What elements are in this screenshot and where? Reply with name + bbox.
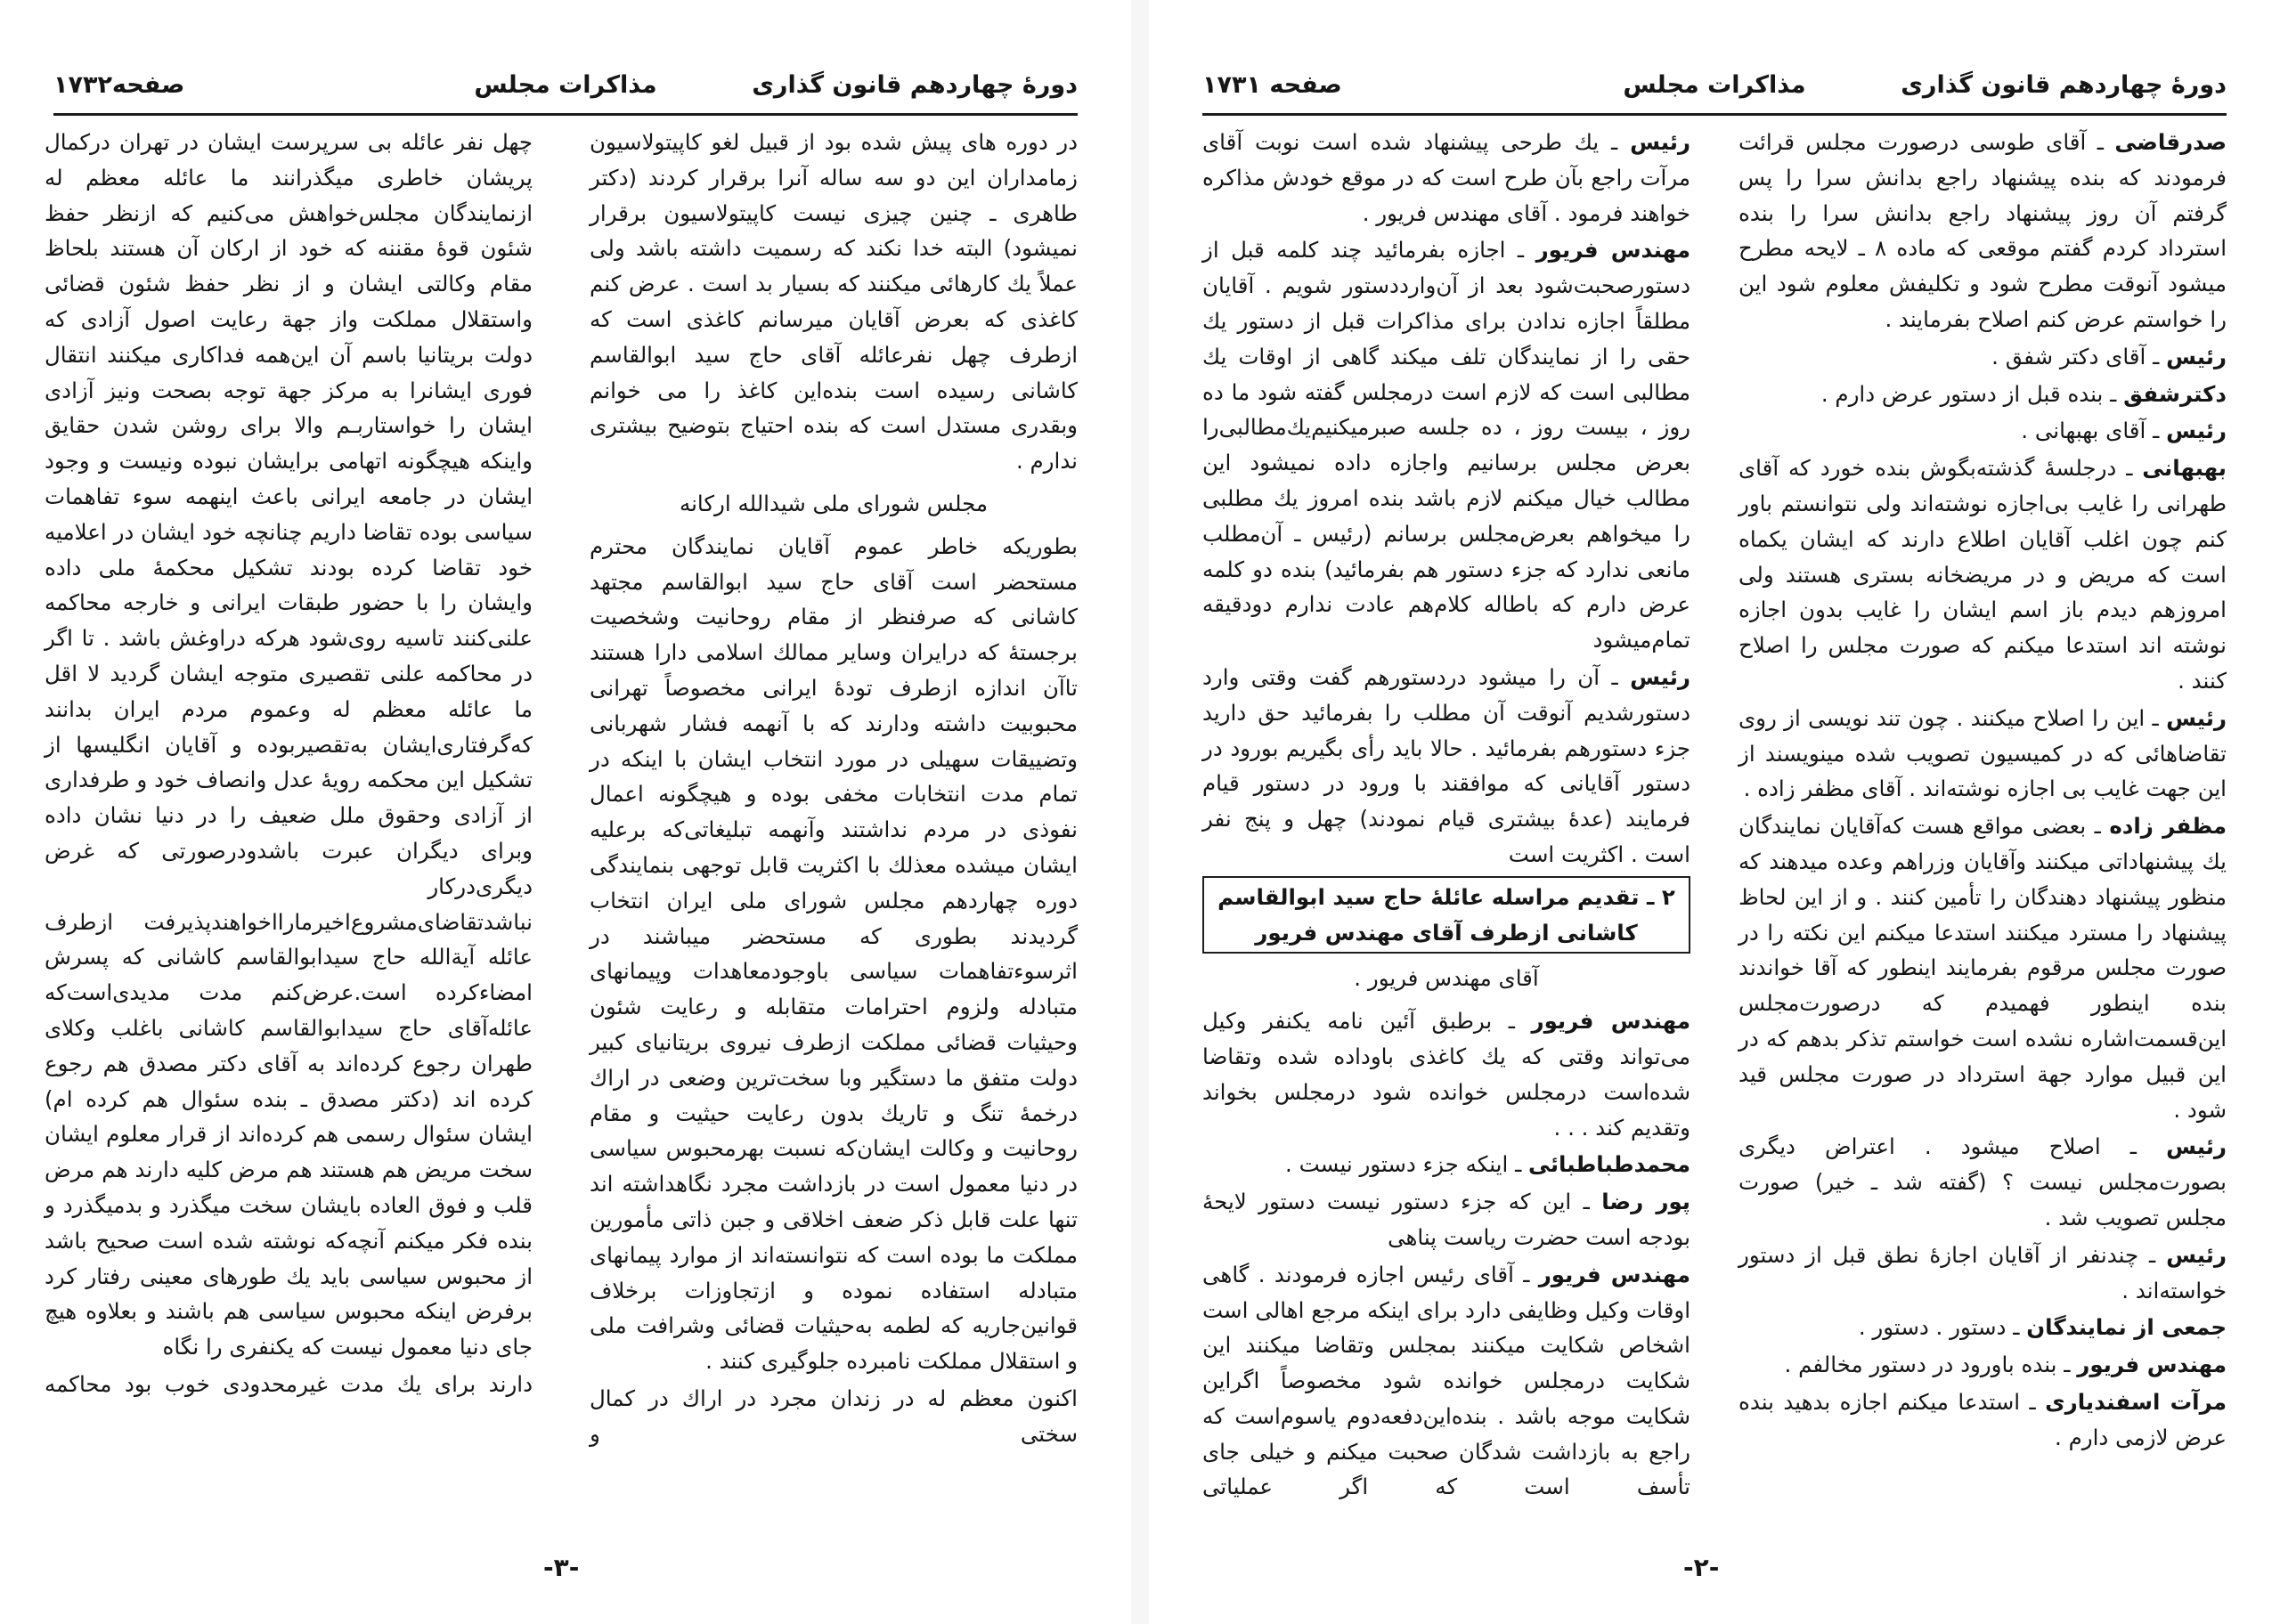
page-1732: [0, 0, 1131, 1624]
speaker-name: رئیس: [2166, 418, 2227, 444]
paragraph: [1202, 660, 1690, 873]
paragraph-text: ـ بنده باورود در دستور مخالفم .: [1784, 1352, 2078, 1378]
centered-line: [1202, 961, 1690, 996]
centered-line: [590, 486, 1078, 522]
paragraph-text: ـ بعضی مواقع هست که‌آقایان نمایندگان یك پیشنهاداتی میکنند وآقایان وزراهم وعده میدهند که منظور پیشنهاد دهندگان را تأمین کنند . و از این لحاظ پیشنهاد را مسترد میکنند استدعا میکنم این نکته را در صورت مجلس مرقوم بفرمایند اینطور که آقا خواندند بنده اینطور فهمیدم که درصورت‌مجلس این‌قسمت‌اشاره نشده است خواستم تذکر بدهم که در این قبیل موارد جهة استرداد در صورت مجلس قید شود .: [1738, 813, 2227, 1123]
header-rule: [53, 113, 1078, 116]
paragraph: [1202, 1257, 1690, 1506]
paragraph: [1202, 1184, 1690, 1255]
text-column-right: [590, 125, 1078, 1453]
header-page-number: صفحه۱۷۳۲: [53, 71, 185, 99]
speaker-name: پور رضا: [1601, 1189, 1691, 1215]
header-title: مذاکرات مجلس: [1623, 71, 1806, 99]
speaker-name: رئیس: [1630, 663, 1690, 690]
paragraph-text: ـ اصلاح میشود . اعتراض دیگری بصورت‌مجلس نیست ؟ (گفته شد ـ خیر) صورت مجلس تصویب شد .: [1738, 1133, 2227, 1230]
page-footer-number: -۳-: [543, 1553, 580, 1582]
paragraph: [1738, 339, 2227, 375]
speaker-name: رئیس: [2166, 1133, 2227, 1160]
section-heading: [1202, 876, 1690, 954]
paragraph: [1738, 808, 2227, 1127]
paragraph: [1202, 1003, 1690, 1145]
speaker-name: مهندس فریور: [1538, 1261, 1691, 1287]
paragraph-text: ـ این که جزء دستور نیست دستور لایحهٔ بودجه است حضرت ریاست پناهی: [1202, 1189, 1690, 1250]
header-session: دورهٔ چهاردهم قانون گذاری: [1901, 71, 2227, 99]
paragraph-text: ـ بنده قبل از دستور عرض دارم .: [1820, 380, 2124, 407]
paragraph: [1738, 701, 2227, 807]
paragraph: [590, 1381, 1078, 1452]
page-1731: [1149, 0, 2280, 1624]
paragraph: [1738, 1238, 2227, 1309]
paragraph-text: مجلس شورای ملی شیدالله ارکانه: [679, 490, 989, 516]
speaker-name: محمدطباطبائی: [1528, 1151, 1690, 1178]
speaker-name: رئیس: [2166, 343, 2227, 369]
speaker-name: رئیس: [2166, 704, 2227, 731]
paragraph: [1738, 1347, 2227, 1383]
paragraph: [590, 529, 1078, 1379]
paragraph-text: چهل نفر عائله بی سرپرست ایشان در تهران درکمال پریشان خاطری میگذرانند ما عائله معظم له ازنمایندگان مجلس‌خواهش می‌کنیم که ازنظر حفظ شئون قوهٔ مقننه که خود از ارکان آن هستند بلحاظ مقام وکالتی ایشان و از نظر حفظ شئون قضائی واستقلال مملکت واز جهة رعایت اصول آزادی که دولت بریتانیا باسم آن این‌همه فداکاری میکنند انتقال فوری ایشانرا به مرکز جهة توجه بصحت ونیز آزادی ایشان را خواستاربـم والا برای روشن شدن حقایق واینکه هیچگونه اتهامی برایشان نبوده ونیست و وجود ایشان در جامعه ایرانی باعث اینهمه سوء تفاهمات سیاسی بوده تقاضا داریم چنانچه خود ایشان در اعلامیه خود تقاضا کرده بودند تشکیل محکمهٔ ملی داده وایشان را با حضور طبقات ایرانی و خارجه محاکمه علنی‌کنند تاسیه روی‌شود هرکه دراوغش باشد . تا اگر در محاکمه علنی تقصیری متوجه ایشان گردید لا اقل ما عائله معظم له وعموم مردم ایران بدانند که‌گرفتاری‌ایشان به‌تقصیربوده و آقایان انگلیسها از تشکیل این محکمه رویهٔ عدل وانصاف خود و طرفداری از آزادی وحقوق ملل ضعیف را در دنیا نشان داده وبرای دیگران عبرت باشدودرصورتی که غرض دیگری‌درکار نباشدتقاضای‌مشروع‌اخیرمارااخواهندپذیرفت ازطرف عائله آیةالله حاج سیدابوالقاسم کاشانی که پسرش امضاءکرده است.عرض‌کنم مدت مدیدی‌است‌که عائله‌آقای حاج سیدابوالقاسم کاشانی باغلب وکلای طهران رجوع کرده‌اند به آقای دکتر مصدق هم رجوع کرده اند (دکتر مصدق ـ بنده سئوال هم کرده ام) ایشان سئوال رسمی هم کرده‌اند از قرار معلوم ایشان سخت مریض هم هستند هم مرض کلیه دارند هم مرض قلب و فوق العاده بایشان سخت میگذرد و بدمیگذرد و بنده فکر میکنم آنچه‌که نوشته شده است صحیح باشد از محبوس سیاسی باید یك طورهای معینی رفتار کرد برفرض اینکه محبوس سیاسی هم باشند و بعلاوه هیچ جای دنیا معمول نیست که یکنفری را نگاه: [45, 129, 533, 1360]
header-session: دورهٔ چهاردهم قانون گذاری: [752, 71, 1078, 99]
paragraph-text: ـ دستور . دستور .: [1858, 1314, 2027, 1341]
book-gutter: [1131, 0, 1149, 1624]
paragraph-text: دارند برای یك مدت غیرمحدودی خوب بود محاکمه: [45, 1370, 533, 1397]
paragraph-text: ۲ ـ تقدیم مراسله عائلهٔ حاج سید ابوالقاسم کاشانی ازطرف آقای مهندس فریور: [1217, 883, 1675, 946]
speaker-name: مهندس فریور: [1531, 1008, 1691, 1035]
header-title: مذاکرات مجلس: [474, 71, 657, 99]
speaker-name: دکترشفق: [2123, 380, 2227, 407]
paragraph-text: ـ آقای بهبهانی .: [2021, 418, 2167, 444]
paragraph: [1202, 125, 1690, 231]
paragraph-text: ـ چندنفر از آقایان اجازهٔ نطق قبل از دستور خواسته‌اند .: [1738, 1241, 2227, 1303]
page-header: [1202, 66, 2227, 116]
paragraph: [1738, 377, 2227, 412]
paragraph-text: در دوره های پیش شده بود از قبیل لغو کاپیتولاسیون زمامداران این دو سه ساله آنرا برقرار کردند (دکتر طاهری ـ چنین چیزی نیست کاپیتولاسیون برقرار نمیشود) البته خدا نکند که رسمیت داشته باشد ولی عملاً یك کارهائی میکنند که بسیار بد است . عرض کنم کاغذی که بعرض آقایان میرسانم کاغذی است که ازطرف چهل نفرعائله آقای حاج سید ابوالقاسم کاشانی رسیده است بنده‌این کاغذ را می خوانم وبقدری مستدل است که بنده احتیاج بتوضیح بیشتری ندارم .: [590, 129, 1078, 475]
speaker-name: جمعی از نمایندگان: [2026, 1314, 2227, 1341]
paragraph: [1202, 232, 1690, 658]
header-rule: [1202, 113, 2227, 116]
text-column-left: [1202, 125, 1690, 1506]
paragraph-text: اکنون معظم له در زندان مجرد در اراك در کمال سختی و: [590, 1384, 1078, 1447]
paragraph: [1738, 1384, 2227, 1456]
paragraph-text: ـ استدعا میکنم اجازه بدهید بنده عرض لازمی دارم .: [1738, 1388, 2227, 1450]
paragraph-text: آقای مهندس فریور .: [1354, 965, 1539, 992]
speaker-name: رئیس: [2166, 1241, 2227, 1268]
paragraph-text: بطوریکه خاطر عموم آقایان نمایندگان محترم مستحضر است آقای حاج سید ابوالقاسم مجتهد کاشانی که صرفنظر از مقام روحانیت وشخصیت برجستهٔ که درایران وسایر ممالك اسلامی دارا هستند تاآن اندازه ازطرف تودهٔ ایرانی مخصوصاً تهرانی محبوبیت داشته ودارند که با آنهمه فشار شهربانی وتضییقات سهیلی در مورد انتخاب ایشان با اینکه در تمام مدت انتخابات مخفی بوده و هیچگونه اعمال نفوذی در مردم نداشتند وآنهمه تبلیغاتی‌که برعلیه ایشان میشده معذلك با اکثریت قابل توجهی بنمایندگی دوره چهاردهم مجلس شورای ملی ایران انتخاب گردیدند بطوری که مستحضر میباشند در اثرسوءتفاهمات سیاسی باوجودمعاهدات وپیمانهای متبادله ولزوم احترامات متقابله و رعایت شئون وحیثیات قضائی مملکت ازطرف نیروی بریتانیای کبیر دولت متفق ما دستگیر وبا سخت‌ترین وضعی در اراك درخمهٔ تنگ و تاریك بدون رعایت حیثیت و مقام روحانیت و وکالت ایشان‌که نسبت بهرمحبوس سیاسی در دنیا معمول است در بازداشت مجرد نگاهداشته اند تنها علت قابل ذکر ضعف اخلاقی و جبن ذاتی مأمورین مملکت ما بوده است که نتوانسته‌اند از موارد پیمانهای متبادله استفاده نموده و ازتجاوزات برخلاف قوانین‌جاریه که لطمه به‌حیثیات قضائی وشرافت ملی و استقلال مملکت نامبرده جلوگیری کنند .: [590, 532, 1078, 1375]
speaker-name: مهندس فریور: [1535, 237, 1691, 264]
speaker-name: رئیس: [1630, 129, 1690, 155]
header-page-number: صفحه ۱۷۳۱: [1202, 71, 1342, 99]
paragraph: [45, 1367, 533, 1402]
paragraph: [1738, 413, 2227, 449]
paragraph: [1738, 1129, 2227, 1235]
speaker-name: مرآت اسفندیاری: [2045, 1388, 2227, 1415]
page-footer-number: -۲-: [1683, 1553, 1720, 1582]
speaker-name: مظفر زاده: [2109, 813, 2227, 840]
text-column-right: [1738, 125, 2227, 1457]
paragraph: [1202, 1147, 1690, 1182]
page-header: [53, 66, 1078, 116]
text-column-left: [45, 125, 533, 1404]
paragraph-text: ـ آقای رئیس اجازه فرمودند . گاهی اوقات وکیل وظایفی دارد برای اینکه مرجع اهالی است اشخاص شکایت میکنند بمجلس وتقاضا میکنند این شکایت درمجلس خوانده شود مخصوصاً اگراین شکایت موجه باشد . بنده‌این‌دفعه‌دوم یاسوم‌است که راجع به بازداشت شدگان صحبت میکنم و خیلی جای تأسف است که اگر عملیاتی: [1202, 1261, 1690, 1500]
speaker-name: صدرقاضی: [2114, 129, 2227, 155]
paragraph-text: ـ اینکه جزء دستور نیست .: [1285, 1151, 1529, 1178]
speaker-name: مهندس فریور: [2077, 1352, 2227, 1378]
speaker-name: بهبهانی: [2142, 455, 2227, 482]
paragraph: [1738, 451, 2227, 699]
paragraph: [45, 125, 533, 1365]
paragraph-text: ـ اجازه بفرمائید چند کلمه قبل از دستورصحبت‌شود بعد از آن‌وارددستور شویم . آقایان مطلقاً اجازه ندادن برای مذاکرات قبل از دستور یك حقی را از نمایندگان تلف میکند گاهی از اوقات یك مطالبی است که لازم است درمجلس گفته شود ما ده روز ، بیست روز ، ده جلسه صبرمیکنیم‌یك‌مطالبی‌را بعرض مجلس برسانیم واجازه داده نمیشود این مطالب خیال میکنم لازم باشد بنده امروز یك مطلبی را میخواهم بعرض‌مجلس برسانم (رئیس ـ آن‌مطلب مانعی ندارد که جزء دستور هم بفرمائید) بنده دو کلمه عرض دارم که باطاله کلام‌هم عادت ندارم دودقیقه تمام‌میشود: [1202, 237, 1690, 654]
paragraph-text: ـ درجلسهٔ گذشته‌بگوش بنده خورد که آقای طهرانی را غایب بی‌اجازه نوشته‌اند ولی نتوانستم باور کنم چون اغلب آقایان اطلاع دارند که ایشان یکماه است که مریض و در مریضخانه بستری هستند ولی امروزهم دیدم باز اسم ایشان را غایب بدون اجازه نوشته اند استدعا میکنم که صورت مجلس را اصلاح کنند .: [1738, 455, 2227, 694]
paragraph-text: ـ آقای طوسی درصورت مجلس قرائت فرمودند که بنده پیشنهاد راجع بدانش سرا را پس گرفتم آن روز پیشنهاد راجع بدانش سرا را بنده استرداد کردم گفتم موقعی که ماده ۸ ـ لایحه مطرح میشود آنوقت مطرح شود و تکلیفش معلوم شود این را خواستم عرض کنم اصلاح بفرمایند .: [1738, 129, 2227, 332]
paragraph: [590, 125, 1078, 479]
paragraph: [1738, 1310, 2227, 1345]
paragraph-text: ـ یك طرحی پیشنهاد شده است نوبت آقای مرآت راجع بآن طرح است که در موقع خودش مذاکره خواهند فرمود . آقای مهندس فریور .: [1202, 129, 1690, 226]
paragraph-text: ـ آقای دکتر شفق .: [1991, 343, 2167, 369]
paragraph-text: ـ آن را میشود دردستورهم گفت وقتی وارد دستورشدیم آنوقت آن مطلب را بفرمائید حق دارید جزء دستورهم بفرمائید . حالا باید رأی بگیریم بورود در دستور آقایانی که موافقند با ورود در دستور قیام فرمایند (عدهٔ بیشتری قیام نمودند) چهل و پنج نفر است . اکثریت است: [1202, 663, 1690, 867]
paragraph: [1738, 125, 2227, 337]
paragraph-text: ـ این را اصلاح میکنند . چون تند نویسی از روی تقاضاهائی که در کمیسیون تصویب شده مینویسند از این جهت غایب بی اجازه نوشته‌اند . آقای مظفر زاده .: [1738, 704, 2227, 802]
paragraph-text: ـ برطبق آئین نامه یکنفر وکیل می‌تواند وقتی که یك کاغذی باوداده شده وتقاضا شده‌است درمجلس خوانده شود درمجلس بخواند وتقدیم کند . . .: [1202, 1008, 1690, 1141]
